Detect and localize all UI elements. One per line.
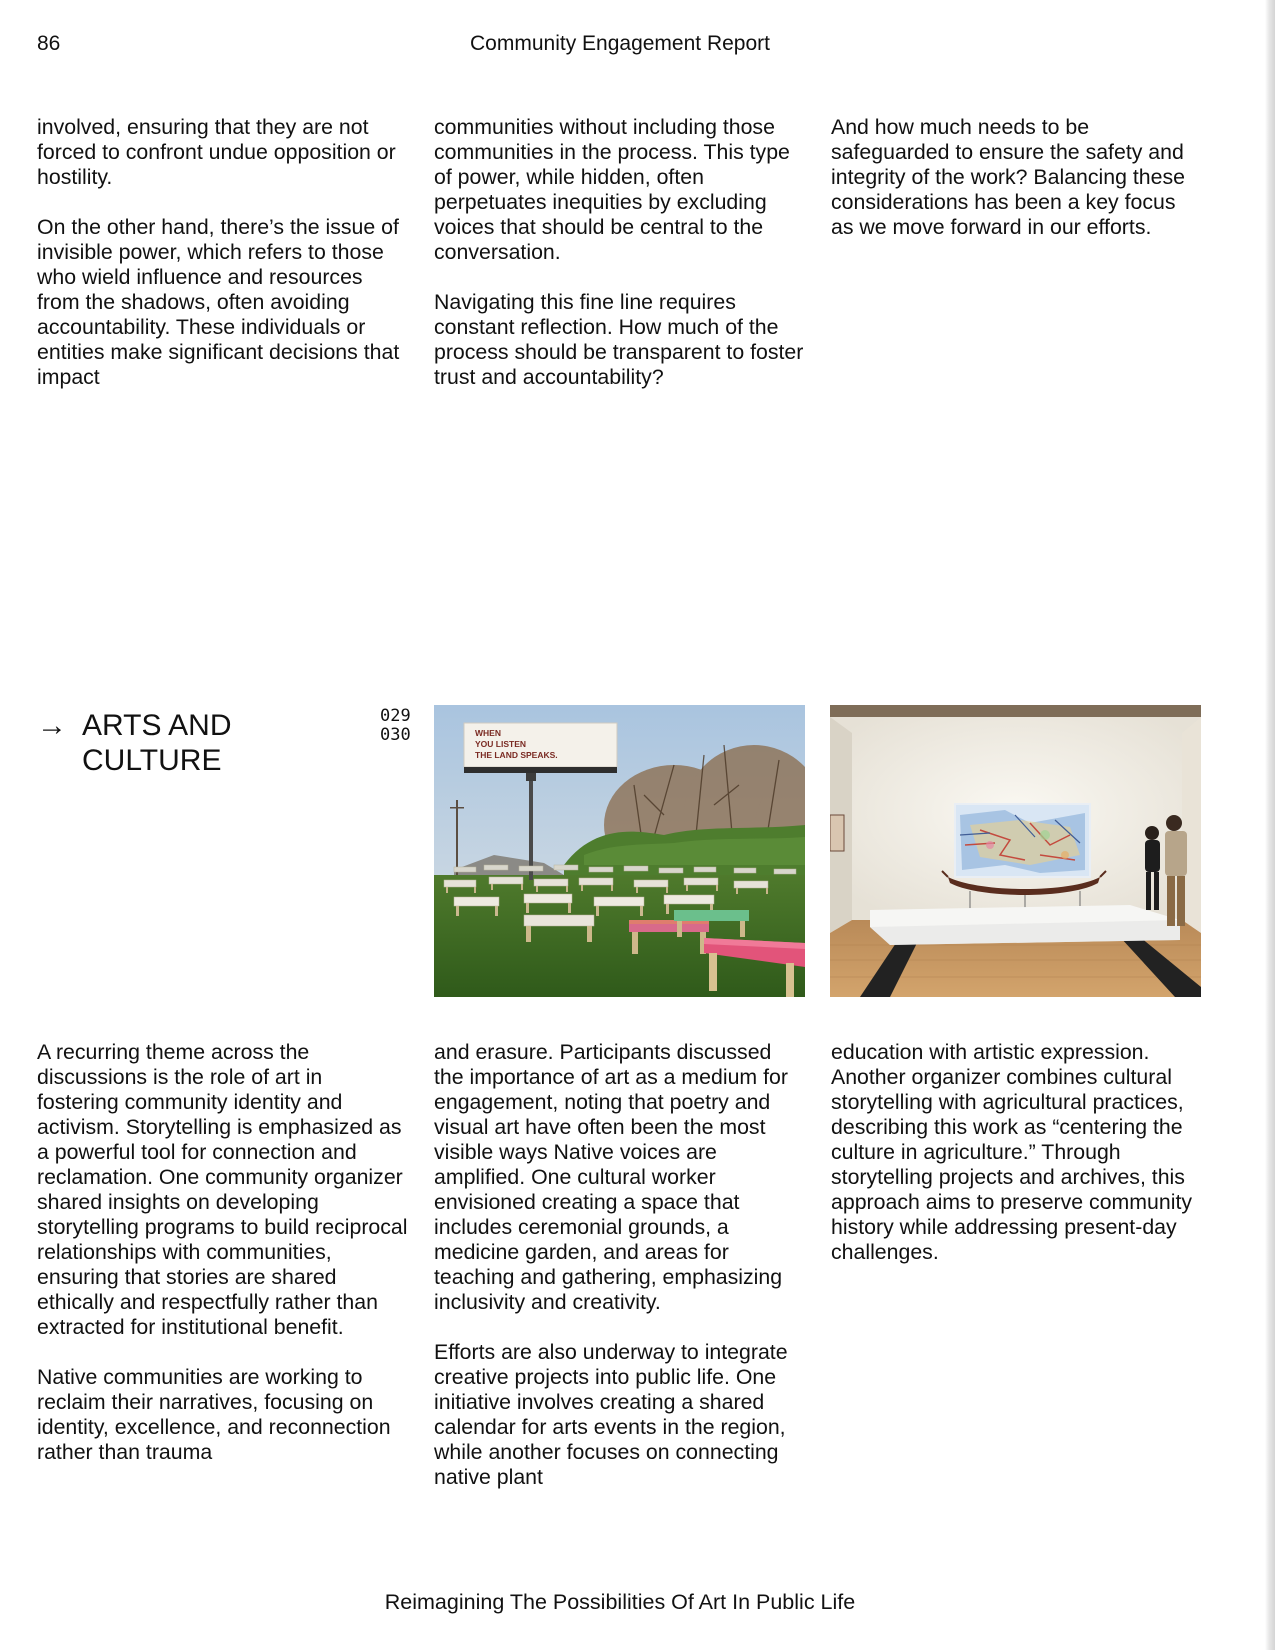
- paragraph: And how much needs to be safeguarded to ensure the safety and integrity of the work? Balancing these considerations has been a key focus as we move forward in our efforts.: [831, 115, 1185, 239]
- section-heading: [37, 708, 232, 778]
- gallery-interior-photo: [830, 705, 1201, 997]
- arrow-right-icon: →: [37, 709, 67, 742]
- page-number: 86: [37, 32, 61, 55]
- billboard-text: YOU LISTEN: [475, 739, 527, 749]
- paragraph: Native communities are working to reclaim their narratives, focusing on identity, excellence, and reconnection rather than trauma: [37, 1365, 391, 1464]
- figure-number: 029: [380, 706, 411, 726]
- paragraph: Navigating this fine line requires constant reflection. How much of the process should be transparent to foster trust and accountability?: [434, 290, 804, 389]
- bottom-column-3: [831, 1040, 1203, 1290]
- billboard-text: THE LAND SPEAKS.: [475, 750, 558, 760]
- heading-line: CULTURE: [82, 744, 222, 777]
- page-edge-strip: [1265, 0, 1275, 1650]
- figure-number: 030: [380, 725, 411, 745]
- top-column-2: [434, 115, 806, 415]
- running-title: Community Engagement Report: [470, 32, 770, 55]
- top-column-3: [831, 115, 1203, 265]
- footer-title: Reimagining The Possibilities Of Art In Public Life: [384, 1590, 856, 1614]
- heading-line: ARTS AND: [82, 709, 232, 742]
- figure-numbers: [380, 707, 411, 745]
- paragraph: Efforts are also underway to integrate creative projects into public life. One initiative involves creating a shared calendar for arts events in the region, while another focuses on connecting native plant: [434, 1340, 788, 1489]
- top-column-1: [37, 115, 409, 415]
- paragraph: On the other hand, there’s the issue of invisible power, which refers to those who wield influence and resources from the shadows, often avoiding accountability. These individuals or entities make significant decisions that impact: [37, 215, 400, 389]
- billboard-field-photo: [434, 705, 805, 997]
- paragraph: and erasure. Participants discussed the importance of art as a medium for engagement, noting that poetry and visual art have often been the most visible ways Native voices are amplified. One cultural worker envisioned creating a space that includes ceremonial grounds, a medicine garden, and areas for teaching and gathering, emphasizing inclusivity and creativity.: [434, 1040, 788, 1314]
- bottom-column-2: [434, 1040, 806, 1515]
- bottom-column-1: [37, 1040, 409, 1490]
- billboard-text: WHEN: [475, 728, 501, 738]
- paragraph: involved, ensuring that they are not forced to confront undue opposition or hostility.: [37, 115, 396, 189]
- paragraph: communities without including those communities in the process. This type of power, while hidden, often perpetuates inequities by excluding voices that should be central to the conversation.: [434, 115, 790, 264]
- paragraph: A recurring theme across the discussions is the role of art in fostering community identity and activism. Storytelling is emphasized as a powerful tool for connection and reclamation. One community organizer shared insights on developing storytelling programs to build reciprocal relationships with communities, ensuring that stories are shared ethically and respectfully rather than extracted for institutional benefit.: [37, 1040, 408, 1339]
- paragraph: education with artistic expression. Another organizer combines cultural storytelling with agricultural practices, describing this work as “centering the culture in agriculture.” Through storytelling projects and archives, this approach aims to preserve community history while addressing present-day challenges.: [831, 1040, 1193, 1264]
